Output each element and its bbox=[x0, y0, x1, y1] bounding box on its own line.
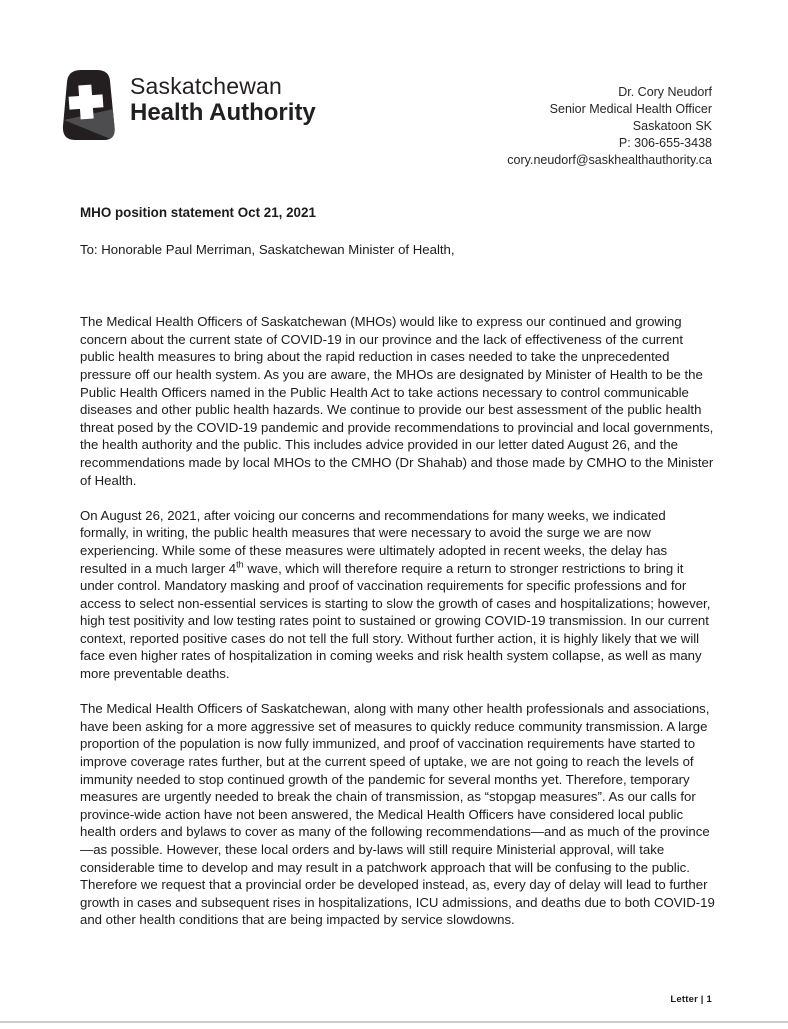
org-wordmark bbox=[130, 74, 316, 125]
org-name-line2: Health Authority bbox=[130, 99, 316, 127]
subject-line: MHO position statement Oct 21, 2021 bbox=[80, 205, 316, 220]
paragraph-1: The Medical Health Officers of Saskatchewan (MHOs) would like to express our continued and growing concern about the current state of COVID-19 in our province and the lack of effectiveness of the current public health measures to bring about the rapid reduction in cases needed to take the unprecedented pressure off our health system. As you are aware, the MHOs are designated by Minister of Health to be the Public Health Officers named in the Public Health Act to take actions necessary to control communicable diseases and other public health hazards. We continue to provide our best assessment of the public health threat posed by the COVID-19 pandemic and provide recommendations to provincial and local governments, the health authority and the public. This includes advice provided in our letter dated August 26, and the recommendations made by local MHOs to the CMHO (Dr Shahab) and those made by CMHO to the Minister of Health. bbox=[80, 314, 714, 488]
contact-block bbox=[507, 84, 712, 169]
page-footer-label: Letter | 1 bbox=[670, 994, 712, 1005]
ordinal-superscript: th bbox=[236, 559, 244, 570]
paragraph-2-text-after: wave, which will therefore require a return to stronger restrictions to bring it under control. Mandatory masking and proof of vaccination requirements for specific professions and for access to select non-essential services is starting to slow the growth of cases and hospitalizations; however, high test positivity and low testing rates point to sustained or growing COVID-19 transmission. In our current context, reported positive cases do not tell the full story. Without further action, it is highly likely that we will face even higher rates of hospitalization in coming weeks and risk health system collapse, as well as many more preventable deaths. bbox=[80, 560, 711, 682]
page-bottom-rule bbox=[0, 1021, 788, 1023]
paragraph-2-text-before: On August 26, 2021, after voicing our concerns and recommendations for many weeks, we indicated formally, in writing, the public health measures that were necessary to avoid the surge we are now experiencing. While some of these measures were ultimately adopted in recent weeks, the delay has resulted in a much larger 4 bbox=[80, 507, 668, 576]
contact-email: cory.neudorf@saskhealthauthority.ca bbox=[507, 153, 712, 167]
contact-phone: P: 306-655-3438 bbox=[618, 136, 712, 150]
contact-name: Dr. Cory Neudorf bbox=[618, 85, 712, 99]
health-authority-cross-icon bbox=[62, 68, 118, 142]
salutation-line: To: Honorable Paul Merriman, Saskatchewan Minister of Health, bbox=[80, 241, 455, 257]
paragraph-2 bbox=[80, 507, 716, 683]
org-logo bbox=[62, 68, 316, 142]
contact-title: Senior Medical Health Officer bbox=[549, 102, 712, 116]
letter-body bbox=[80, 204, 716, 929]
paragraph-3: The Medical Health Officers of Saskatchewan, along with many other health professionals and associations, have been asking for a more aggressive set of measures to quickly reduce community transmission. A large proportion of the population is now fully immunized, and proof of vaccination requirements have started to improve coverage rates further, but at the current speed of uptake, we are not going to reach the levels of immunity needed to stop continued growth of the pandemic for several months yet. Therefore, temporary measures are urgently needed to break the chain of transmission, as “stopgap measures”. As our calls for province-wide action have not been answered, the Medical Health Officers have considered local public health orders and bylaws to cover as many of the following recommendations—and as much of the province—as possible. However, these local orders and by-laws will still require Ministerial approval, will take considerable time to develop and may result in a patchwork approach that will be confusing to the public. Therefore we request that a provincial order be developed instead, as, every day of delay will lead to further growth in cases and subsequent rises in hospitalizations, ICU admissions, and deaths due to both COVID-19 and other health conditions that are being impacted by service slowdowns. bbox=[80, 701, 715, 928]
contact-city: Saskatoon SK bbox=[632, 119, 712, 133]
org-name-line1: Saskatchewan bbox=[130, 73, 282, 99]
